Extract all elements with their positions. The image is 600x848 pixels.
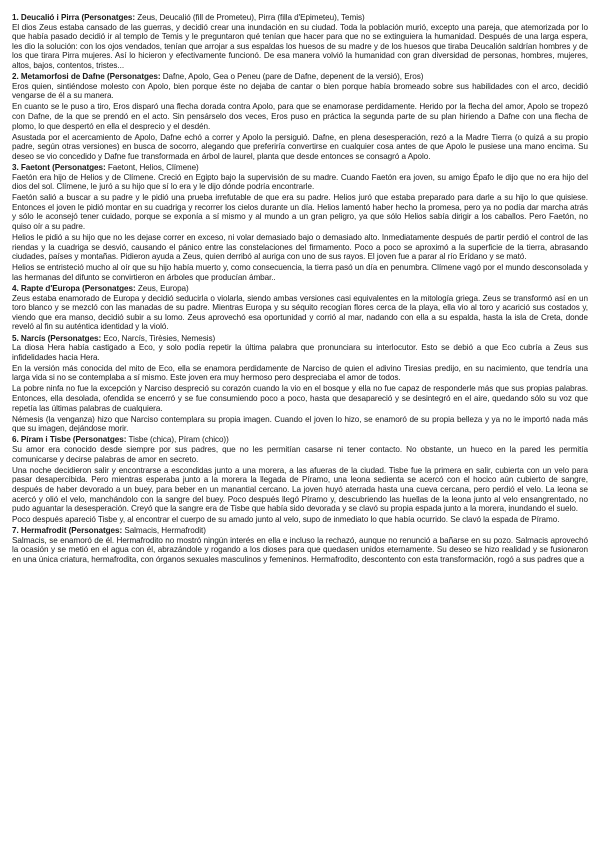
section-characters: Dafne, Apolo, Gea o Peneu (pare de Dafne, depenent de la versió), Eros) bbox=[160, 72, 424, 82]
body-paragraph: Asustada por el acercamiento de Apolo, Dafne echó a correr y Apolo la persiguió. Dafne, en plena desesperación, rezó a la Madre Tierra (o quizá a su propio padre, según otras versiones) en busca de socorro, alegando que preferiría convertirse en cualquier cosa antes de que Apolo le pusiese una mano encima. Su deseo se vio concedido y Dafne fue transformada en árbol de laurel, planta que desde entonces se consagró a Apolo. bbox=[12, 132, 588, 161]
section-characters: Eco, Narcís, Tirèsies, Nemesis) bbox=[101, 333, 216, 343]
section-heading bbox=[12, 284, 588, 294]
body-paragraph: Su amor era conocido desde siempre por sus padres, que no les permitían casarse ni tener contacto. No obstante, un hueco en la pared les permitía comunicarse y decirse palabras de amor en secreto. bbox=[12, 445, 588, 464]
section-title: 1. Deucalió i Pirra (Personatges: bbox=[12, 13, 135, 22]
section-heading bbox=[12, 72, 588, 82]
myth-section bbox=[12, 435, 588, 524]
body-paragraph: Faetón era hijo de Helios y de Clímene. Creció en Egipto bajo la supervisión de su madre. Cuando Faetón era joven, su amigo Épafo le dijo que no era hijo del dios del sol. Clímene, le juró a su hijo que sí lo era y le dijo dónde podría encontrarle. bbox=[12, 172, 588, 192]
body-paragraph: Eros quien, sintiéndose molesto con Apolo, bien porque éste no dejaba de cantar o bien porque había bromeado sobre sus habilidades con el arco, decidió vengarse de él a su manera. bbox=[12, 81, 588, 101]
section-title: 6. Píram i Tisbe (Personatges: bbox=[12, 435, 127, 445]
body-paragraph: Faetón salió a buscar a su padre y le pidió una prueba irrefutable de que era su padre. Helios juró que estaba preparado para darle a su hijo lo que quisiese. Entonces el joven le pidió montar en su cuadriga y recorrer los cielos durante un día. Helios lamentó haber hecho la promesa, pero ya no podía dar marcha atrás y sólo le aconsejó tener cuidado, porque se exponía a sí mismo y al mundo a un gran peligro, ya que sólo Helios sabía dirigir a los caballos. Pero Faetón, no quiso oír a su padre. bbox=[12, 193, 588, 231]
section-heading bbox=[12, 13, 588, 23]
section-characters: Tisbe (chica), Píram (chico)) bbox=[126, 435, 229, 445]
section-heading bbox=[12, 163, 588, 173]
section-characters: Zeus, Europa) bbox=[135, 284, 189, 294]
myth-section bbox=[12, 72, 588, 161]
myth-section bbox=[12, 526, 588, 564]
section-characters: Faetont, Helios, Clímene) bbox=[105, 162, 199, 172]
section-title: 4. Rapte d'Europa (Personatges: bbox=[12, 284, 136, 294]
myth-section bbox=[12, 163, 588, 283]
body-paragraph: La diosa Hera había castigado a Eco, y solo podía repetir la última palabra que pronunciara su interlocutor. Esto se debió a que Eco cubría a Zeus sus infidelidades hacia Hera. bbox=[12, 343, 588, 362]
section-heading bbox=[12, 334, 588, 344]
body-paragraph: Zeus estaba enamorado de Europa y decidió seducirla o violarla, siendo ambas versiones casi equivalentes en la mitología griega. Zeus se transformó así en un toro blanco y se mezcló con las manadas de su padre. Mientras Europa y su séquito recogían flores cerca de la playa, ella vio al toro y acarició sus costados y, viendo que era manso, decidió subir a su lomo. Zeus aprovechó esa oportunidad y corrió al mar, nadando con ella a su espalda, hasta la isla de Creta, donde reveló al fin su auténtica identidad y la violó. bbox=[12, 293, 588, 332]
section-characters: Zeus, Deucalió (fill de Prometeu), Pirra (filla d'Epimeteu), Temis) bbox=[134, 13, 365, 22]
section-heading bbox=[12, 435, 588, 445]
section-title: 7. Hermafrodit (Personatges: bbox=[12, 526, 123, 536]
body-paragraph: Helios se entristeció mucho al oír que su hijo había muerto y, como consecuencia, la tierra pasó un día en penumbra. Clímene vagó por el mundo desconsolada y las hermanas del difunto se convirtieron en árboles que producían ámbar.. bbox=[12, 263, 588, 282]
section-characters: Salmacis, Hermafrodit) bbox=[122, 526, 206, 536]
section-title: 2. Metamorfosi de Dafne (Personatges: bbox=[12, 72, 161, 82]
body-paragraph: Poco después apareció Tisbe y, al encontrar el cuerpo de su amado junto al velo, supo de inmediato lo que había ocurrido. Se clavó la espada de Píramo. bbox=[12, 515, 560, 525]
body-paragraph: La pobre ninfa no fue la excepción y Narciso despreció su corazón cuando la vio en el bosque y ella no fue capaz de responderle más que sus propias palabras. Entonces, ella desolada, ofendida se encerró y se fue consumiendo poco a poco, hasta que desapareció y se desintegró en el aire, quedando sólo su voz que repetía las últimas palabras de cualquiera. bbox=[12, 384, 588, 413]
body-paragraph: Helios le pidió a su hijo que no les dejase correr en exceso, ni volar demasiado bajo o demasiado alto. Inmediatamente después de partir perdió el control de las riendas y la cuadriga se desvió, causando el pánico entre las constelaciones del firmamento. Poco a poco se aproximó a la superficie de la tierra, abrasando ciudades, países y montañas. Pidieron ayuda a Zeus, quien derribó al auriga con uno de sus rayos. El joven fue a parar al río Erídano y se mató. bbox=[12, 233, 588, 262]
myth-section bbox=[12, 284, 588, 332]
myth-section bbox=[12, 334, 588, 434]
body-paragraph: En cuanto se le puso a tiro, Eros disparó una flecha dorada contra Apolo, para que se enamorase perdidamente. Herido por la flecha del amor, Apolo se tropezó con Dafne, de la que se prendó en el acto. Sin pensárselo dos veces, Eros puso en práctica la segunda parte de su plan hiriendo a Dafne con una flecha de plomo, lo que despertó en ella el desprecio y el desdén. bbox=[12, 102, 588, 131]
body-paragraph: El dios Zeus estaba cansado de las guerras, y decidió crear una inundación en su ciudad. Toda la población murió, excepto una pareja, que atemorizada por lo que había pasado decidió ir al templo de Temis y le preguntaron qué tenían que hacer para que no se extinguiera la humanidad. Después de una larga espera, les dio la solución: con los ojos vendados, tenían que arrojar a sus espaldas los huesos de su madre y de los huesos que tiraba Deucalión saldrían hombres y de los que tirara Pirra mujeres. Así lo hicieron y efectivamente funcionó. De esa manera volvió la humanidad con gran diversidad de personas, hombres, mujeres, altos, bajos, contentos, tristes... bbox=[12, 22, 588, 70]
myth-section bbox=[12, 13, 588, 71]
body-paragraph: En la versión más conocida del mito de Eco, ella se enamora perdidamente de Narciso de quien el adivino Tiresias predijo, en su nacimiento, que tendría una larga vida si no se contemplaba a sí mismo. Este joven era muy hermoso pero despreciaba el amor de todos. bbox=[12, 363, 588, 383]
body-paragraph: Salmacis, se enamoró de él. Hermafrodito no mostró ningún interés en ella e incluso la rechazó, aunque no renunció a bañarse en su pozo. Salmacis aprovechó la ocasión y se metió en el agua con él, abrazándole y rogando a los dioses para que quedasen unidos eternamente. Su deseo se hizo realidad y se fusionaron en una única criatura, hermafrodita, con órganos sexuales masculinos y femeninos. Hermafrodito, descontento con esta transformación, rogó a sus padres que a bbox=[12, 535, 588, 565]
section-title: 3. Faetont (Personatges: bbox=[12, 162, 106, 172]
section-title: 5. Narcís (Personatges: bbox=[12, 333, 102, 343]
section-heading bbox=[12, 526, 588, 536]
body-paragraph: Una noche decidieron salir y encontrarse a escondidas junto a una morera, a las afueras de la ciudad. Tisbe fue la primera en salir, cubierta con un velo para pasar desapercibida. Pero mientras esperaba junto a la morera la llegada de Píramo, una leona sedienta se acercó con el hocico aún cubierto de sangre, después de haber devorado a un buey, para beber en un manantial cercano. La joven huyó aterrada hasta una cueva cercana, pero perdió el velo. La leona se acercó y olió el velo, manchándolo con la sangre del buey. Poco después llegó Píramo y, descubriendo las huellas de la leona junto al velo ensangrentado, no pudo aguantar la desesperación. Creyó que la sangre era de Tisbe que había sido devorada y se clavó su propia espada junto a la morera, inundando el suelo. bbox=[12, 465, 588, 514]
body-paragraph: Némesis (la venganza) hizo que Narciso contemplara su propia imagen. Cuando el joven lo hizo, se enamoró de su propia belleza y ya no le importó nada más que su imagen, dejándose morir. bbox=[12, 414, 588, 434]
